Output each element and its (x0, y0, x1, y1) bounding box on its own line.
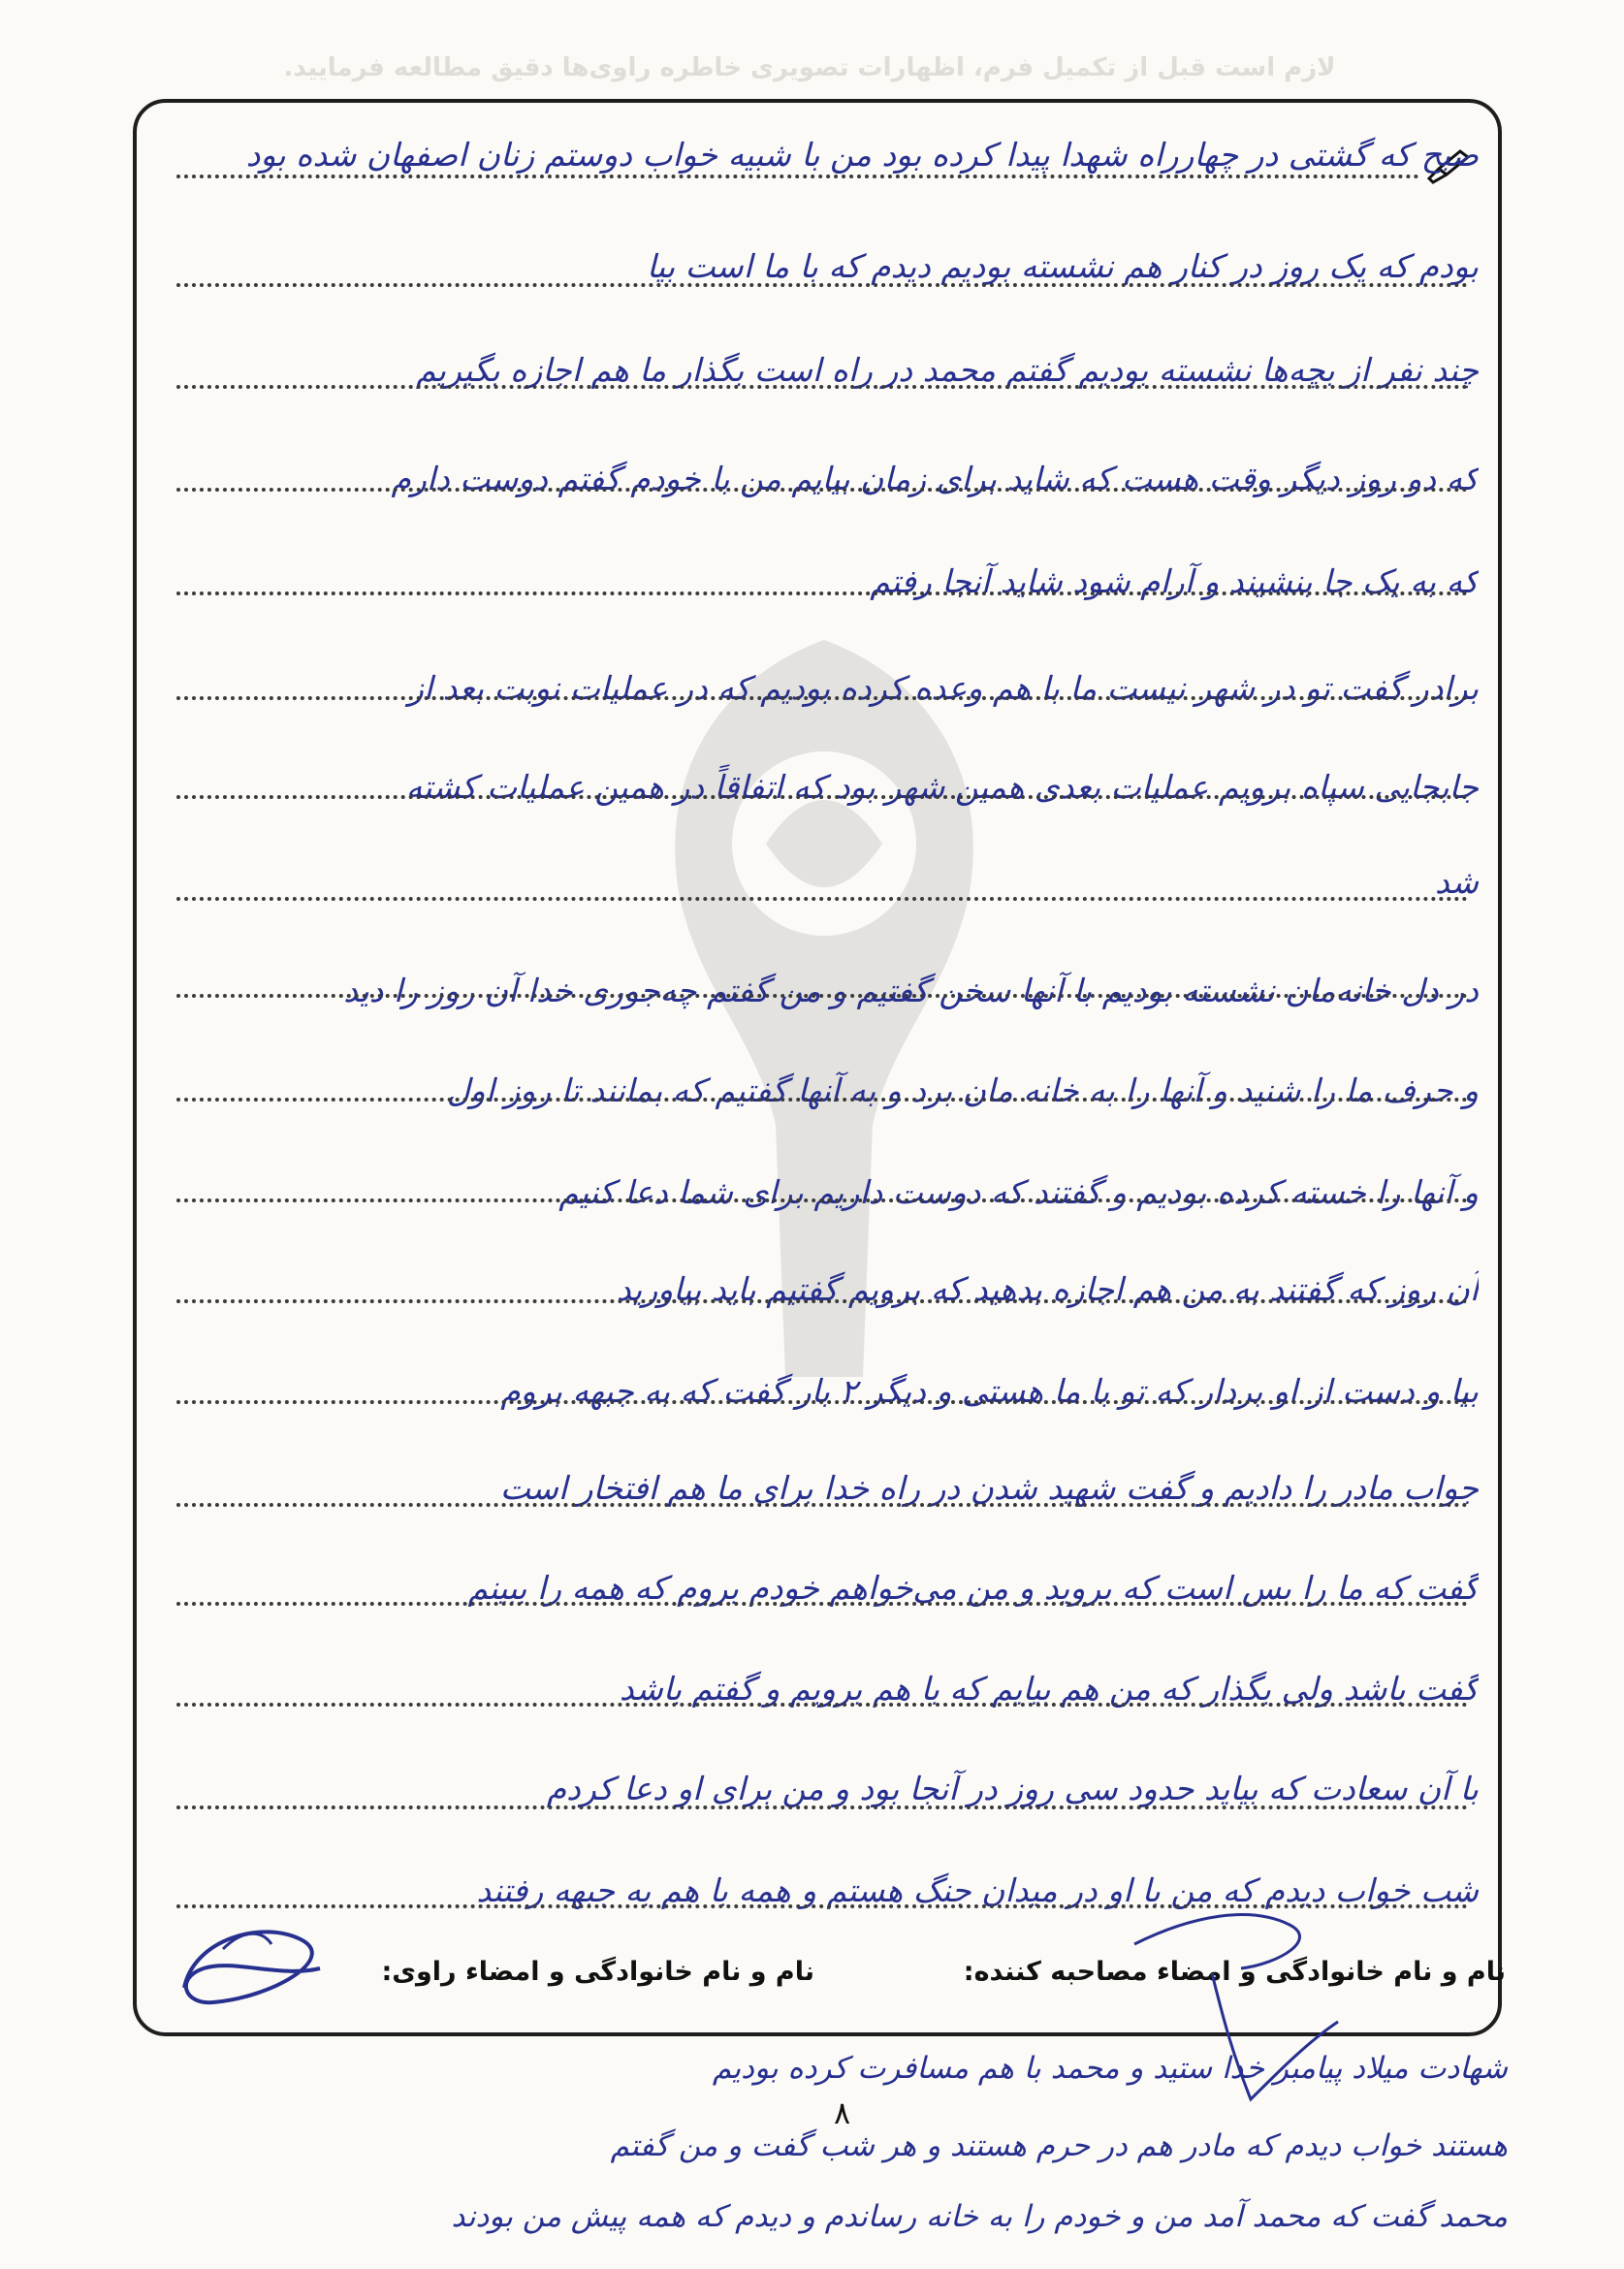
dotted-rule (176, 1602, 1468, 1606)
dotted-rule (176, 385, 1468, 389)
page-number: ۸ (834, 2094, 851, 2131)
handwritten-line: بیا و دست از او بردار که تو با ما هستی و دیگر ۲ بار گفت که به جبهه بروم (500, 1372, 1479, 1410)
handwritten-line: جواب مادر را دادیم و گفت شهید شدن در راه خدا برای ما هم افتخار است (499, 1469, 1479, 1507)
dotted-rule (176, 795, 1468, 799)
dotted-rule (176, 1503, 1468, 1507)
handwritten-line: چند نفر از بچه‌ها نشسته بودیم گفتم محمد در راه است بگذار ما هم اجازه بگیریم (415, 351, 1479, 389)
handwritten-line: صبح که گشتی در چهارراه شهدا پیدا کرده بود من با شبیه خواب دوستم زنان اصفهان شده بود (245, 136, 1479, 174)
dotted-rule (176, 488, 1468, 492)
handwritten-line: شد (1435, 863, 1479, 901)
dotted-rule (176, 1400, 1468, 1404)
handwritten-line: گفت باشد ولی بگذار که من هم بیایم که با هم برویم و گفتم باشد (619, 1670, 1479, 1708)
handwritten-line: و حرف ما را شنید و آنها را به خانه مان برد و به آنها گفتیم که بمانند تا روز اول (446, 1071, 1479, 1109)
narrator-signature (155, 1910, 349, 2027)
narrator-signature-label: نام و نام خانوادگی و امضاء راوی: (381, 1957, 814, 1987)
dotted-rule (176, 175, 1419, 178)
handwritten-line: که به یک جا بنشیند و آرام شود شاید آنجا رفتم (870, 562, 1479, 600)
handwritten-line: جابجایی سپاه برویم عملیات بعدی همین شهر بود که اتفاقاً در همین عملیات کشته (405, 768, 1479, 806)
dotted-rule (176, 696, 1468, 700)
handwritten-line: بودم که یک روز در کنار هم نشسته بودیم دیدم که با ما است بیا (646, 247, 1479, 285)
bottom-note-line: هستند خواب دیدم که مادر هم در حرم هستند و هر شب گفت و من گفتم (610, 2128, 1508, 2163)
handwritten-line: که دو روز دیگر وقت هست که شاید برای زمان بیایم من با خودم گفتم دوست دارم (391, 460, 1479, 497)
dotted-rule (176, 1299, 1468, 1303)
faded-form-header: لازم است قبل از تکمیل فرم، اظهارات تصویری خاطره راوی‌ها دقیق مطالعه فرمایید. (283, 53, 1336, 82)
dotted-rule (176, 994, 1468, 998)
handwritten-line: شب خواب دیدم که من با او در میدان جنگ هستم و همه با هم به جبهه رفتند (476, 1871, 1479, 1909)
handwritten-line: در دل خانه‌مان نشسته بودیم با آنها سخن گفتیم و من گفتم چه‌جوری خدا آن روز را دید (343, 972, 1479, 1009)
handwritten-line: آن روز که گفتند به من هم اجازه بدهید که برویم گفتیم باید بیاورید (616, 1270, 1479, 1308)
interviewer-signature-label: نام و نام خانوادگی و امضاء مصاحبه کننده: (963, 1957, 1506, 1987)
dotted-rule (176, 1703, 1468, 1707)
handwritten-line: با آن سعادت که بیاید حدود سی روز در آنجا بود و من برای او دعا کردم (546, 1770, 1479, 1807)
dotted-rule (176, 1098, 1468, 1102)
bottom-note-line: شهادت میلاد پیامبر خدا ستید و محمد با هم مسافرت کرده بودیم (712, 2051, 1508, 2086)
handwritten-line: برادر گفت تو در شهر نیست ما با هم وعده کرده بودیم که در عملیات نوبت بعد از (408, 669, 1479, 707)
handwritten-line: گفت که ما را بس است که بروید و من می‌خواهم خودم بروم که همه را ببینم (467, 1569, 1479, 1607)
dotted-rule (176, 591, 1468, 595)
dotted-rule (176, 897, 1468, 901)
bottom-note-line: محمد گفت که محمد آمد من و خودم را به خانه رساندم و دیدم که همه پیش من بودند (451, 2199, 1508, 2234)
dotted-rule (176, 1806, 1468, 1809)
dotted-rule (176, 1198, 1468, 1202)
handwritten-line: و آنها را خسته کرده بودیم و گفتند که دوست داریم برای شما دعا کنیم (558, 1173, 1479, 1211)
dotted-rule (176, 283, 1468, 287)
